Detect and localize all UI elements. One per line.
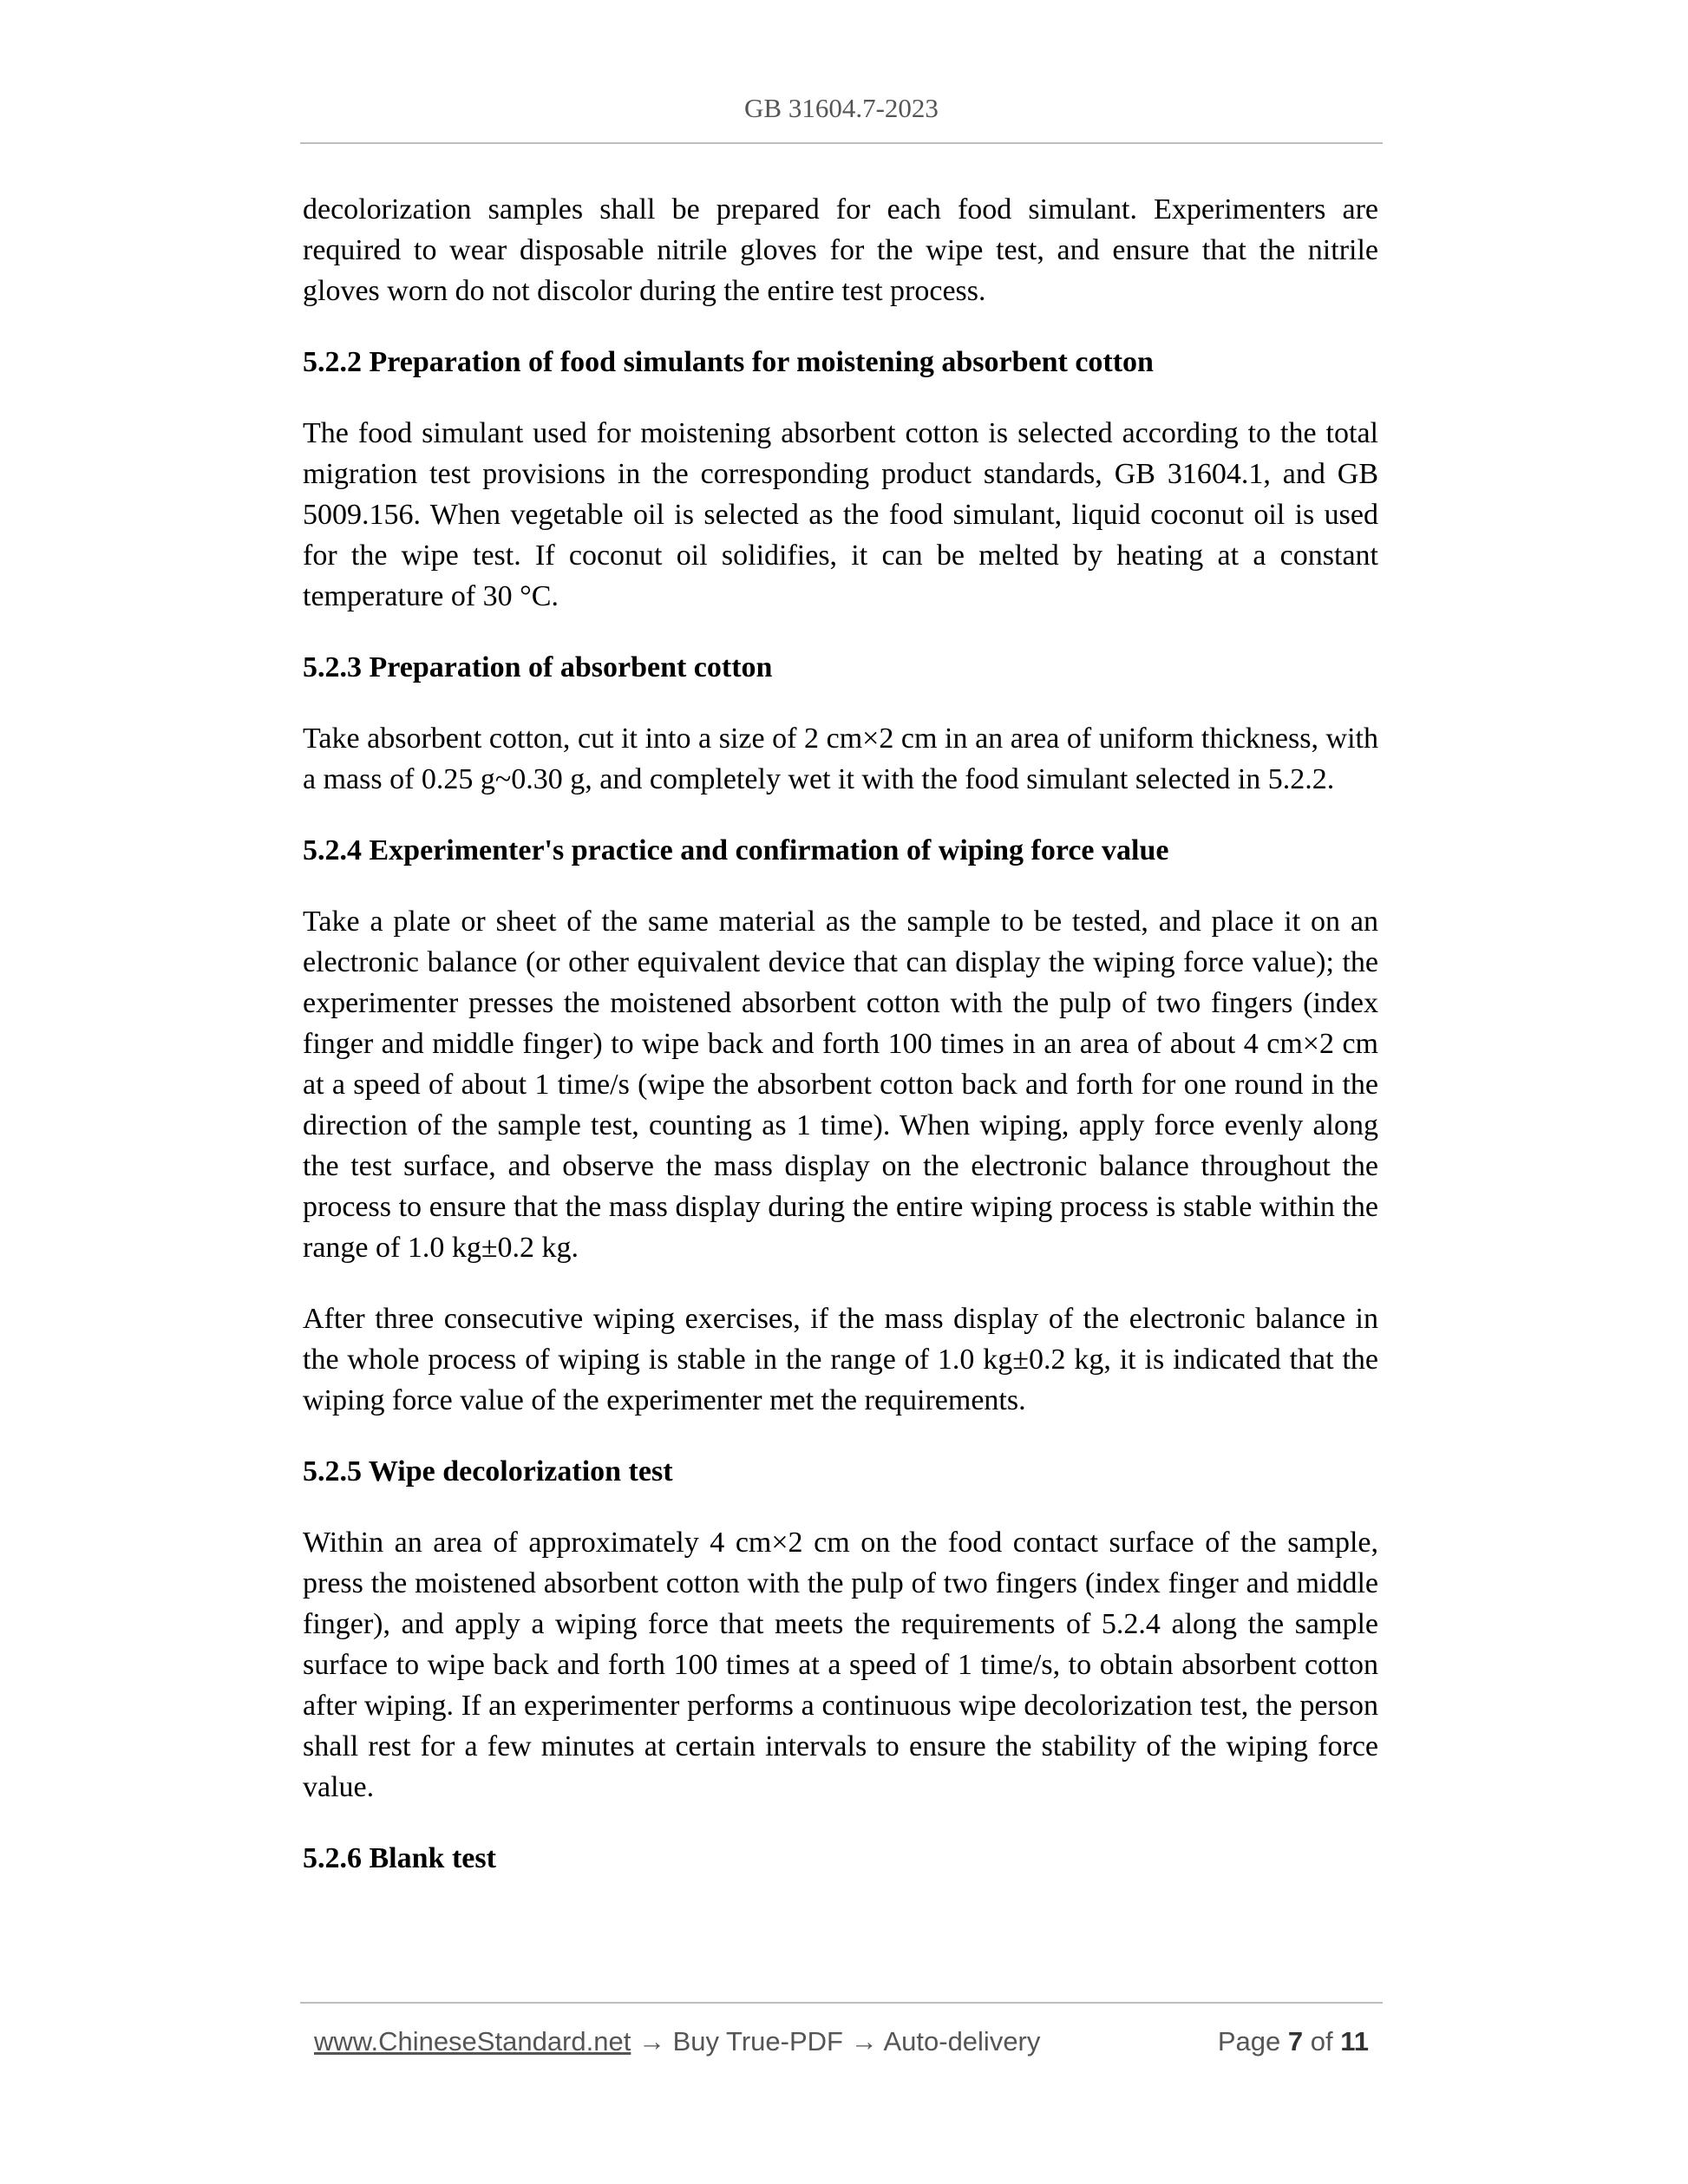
footer-links <box>314 2026 1040 2057</box>
page-total: 11 <box>1340 2026 1369 2056</box>
buy-true-pdf-text: Buy True-PDF <box>672 2026 843 2056</box>
intro-paragraph: decolorization samples shall be prepared for each food simulant. Experimenters are required to wear disposable nitrile gloves for the wipe test, and ensure that the nitrile gloves worn do not discolor during the entire test process. <box>303 193 1378 307</box>
page-footer <box>300 2002 1383 2073</box>
page-header <box>300 87 1383 144</box>
section-5-2-4-paragraph-1: Take a plate or sheet of the same material as the sample to be tested, and place it on an electronic balance (or other equivalent device that can display the wiping force value); the experimenter presses the moistened absorbent cotton with the pulp of two fingers (index finger and middle finger) to wipe back and forth 100 times in an area of about 4 cm×2 cm at a speed of about 1 time/s (wipe the absorbent cotton back and forth for one round in the direction of the sample test, counting as 1 time). When wiping, apply force evenly along the test surface, and observe the mass display on the electronic balance throughout the process to ensure that the mass display during the entire wiping process is stable within the range of 1.0 kg±0.2 kg. <box>303 906 1378 1264</box>
standard-code: GB 31604.7-2023 <box>744 93 939 123</box>
page-current: 7 <box>1287 2026 1304 2056</box>
section-5-2-3-heading: 5.2.3 Preparation of absorbent cotton <box>303 651 773 683</box>
site-link[interactable]: www.ChineseStandard.net <box>314 2026 631 2056</box>
page-label: Page <box>1217 2026 1281 2056</box>
auto-delivery-text: Auto-delivery <box>883 2026 1041 2056</box>
of-label: of <box>1310 2026 1333 2056</box>
section-5-2-2-heading: 5.2.2 Preparation of food simulants for moistening absorbent cotton <box>303 346 1154 378</box>
page-number <box>1218 2026 1369 2057</box>
arrow-right-icon: → <box>842 2026 884 2056</box>
section-5-2-5-paragraph: Within an area of approximately 4 cm×2 cm on the food contact surface of the sample, press the moistened absorbent cotton with the pulp of two fingers (index finger and middle finger), and apply a wiping force that meets the requirements of 5.2.4 along the sample surface to wipe back and forth 100 times at a speed of 1 time/s, to obtain absorbent cotton after wiping. If an experimenter performs a continuous wipe decolorization test, the person shall rest for a few minutes at certain intervals to ensure the stability of the wiping force value. <box>303 1527 1378 1803</box>
document-body <box>303 189 1378 1879</box>
section-5-2-4-paragraph-2: After three consecutive wiping exercises, if the mass display of the electronic balance in the whole process of wiping is stable in the range of 1.0 kg±0.2 kg, it is indicated that the wiping force value of the experimenter met the requirements. <box>303 1303 1378 1416</box>
section-5-2-5-heading: 5.2.5 Wipe decolorization test <box>303 1455 673 1488</box>
arrow-right-icon: → <box>631 2026 673 2056</box>
section-5-2-3-paragraph: Take absorbent cotton, cut it into a size of 2 cm×2 cm in an area of uniform thickness, with a mass of 0.25 g~0.30 g, and completely wet it with the food simulant selected in 5.2.2. <box>303 723 1378 795</box>
section-5-2-6-heading: 5.2.6 Blank test <box>303 1842 496 1874</box>
section-5-2-4-heading: 5.2.4 Experimenter's practice and confirmation of wiping force value <box>303 834 1169 866</box>
section-5-2-2-paragraph: The food simulant used for moistening absorbent cotton is selected according to the total migration test provisions in the corresponding product standards, GB 31604.1, and GB 5009.156. When vegetable oil is selected as the food simulant, liquid coconut oil is used for the wipe test. If coconut oil solidifies, it can be melted by heating at a constant temperature of 30 °C. <box>303 417 1378 612</box>
